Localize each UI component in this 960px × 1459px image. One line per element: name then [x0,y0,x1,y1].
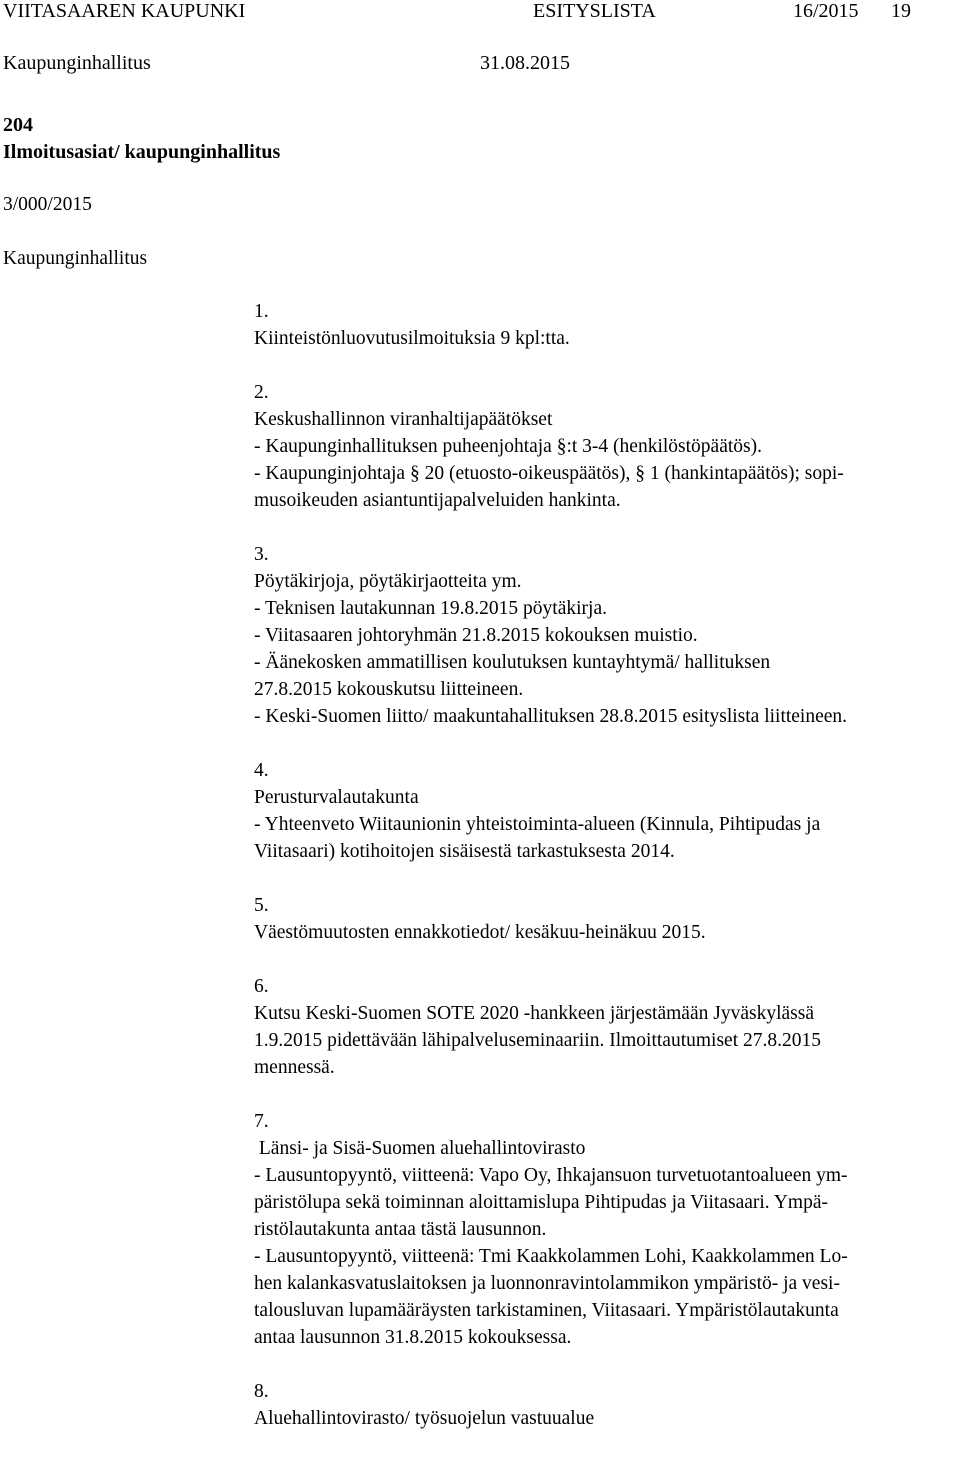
item-line: Kutsu Keski-Suomen SOTE 2020 -hankkeen järjestämään Jyväskylässä [254,1003,814,1024]
item-line: Perusturvalautakunta [254,787,419,808]
item-line: Länsi- ja Sisä-Suomen aluehallintovirasto [254,1138,586,1159]
item-number: 5. [254,895,269,916]
item-line: - Kaupunginjohtaja § 20 (etuosto-oikeuspäätös), § 1 (hankintapäätös); sopi- [254,463,844,484]
item-line: Aluehallintovirasto/ työsuojelun vastuualue [254,1408,595,1429]
list-item [254,892,954,946]
item-line: - Lausuntopyyntö, viitteenä: Vapo Oy, Ihkajansuon turvetuotantoalueen ym- [254,1165,848,1186]
item-line: Pöytäkirjoja, pöytäkirjaotteita ym. [254,571,522,592]
item-line: - Lausuntopyyntö, viitteenä: Tmi Kaakkolammen Lohi, Kaakkolammen Lo- [254,1246,848,1267]
page-number: 19 [891,0,911,22]
item-line: ristölautakunta antaa tästä lausunnon. [254,1219,547,1240]
item-line: - Yhteenveto Wiitaunionin yhteistoiminta-alueen (Kinnula, Pihtipudas ja [254,814,821,835]
meeting-number: 16/2015 [793,0,859,22]
list-item [254,1378,954,1432]
meeting-body: Kaupunginhallitus [3,52,151,74]
item-number: 2. [254,382,269,403]
item-number: 6. [254,976,269,997]
item-line: - Viitasaaren johtoryhmän 21.8.2015 kokouksen muistio. [254,625,698,646]
item-number: 8. [254,1381,269,1402]
document-type: ESITYSLISTA [533,0,656,22]
meeting-date: 31.08.2015 [480,52,570,74]
item-number: 4. [254,760,269,781]
item-line: antaa lausunnon 31.8.2015 kokouksessa. [254,1327,572,1348]
item-line: Keskushallinnon viranhaltijapäätökset [254,409,553,430]
item-line: Viitasaari) kotihoitojen sisäisestä tarkastuksesta 2014. [254,841,675,862]
item-line: mennessä. [254,1057,335,1078]
list-item [254,973,954,1081]
list-item [254,379,954,514]
item-line: 1.9.2015 pidettävään lähipalveluseminaariin. Ilmoittautumiset 27.8.2015 [254,1030,822,1051]
item-line: musoikeuden asiantuntijapalveluiden hankinta. [254,490,621,511]
list-item [254,757,954,865]
item-number: 7. [254,1111,269,1132]
item-number: 1. [254,301,269,322]
items-list [254,298,954,1459]
item-line: hen kalankasvatuslaitoksen ja luonnonravintolammikon ympäristö- ja vesi- [254,1273,840,1294]
list-item [254,1108,954,1351]
item-line: talousluvan lupamääräysten tarkistaminen, Viitasaari. Ympäristölautakunta [254,1300,839,1321]
list-item [254,298,954,352]
record-number: 3/000/2015 [3,194,92,215]
item-line: päristölupa sekä toiminnan aloittamislupa Pihtipudas ja Viitasaari. Ympä- [254,1192,828,1213]
item-line: - Keski-Suomen liitto/ maakuntahallituksen 28.8.2015 esityslista liitteineen. [254,706,848,727]
item-line: Väestömuutosten ennakkotiedot/ kesäkuu-heinäkuu 2015. [254,922,706,943]
item-line: 27.8.2015 kokouskutsu liitteineen. [254,679,524,700]
item-line: - Äänekosken ammatillisen koulutuksen kuntayhtymä/ hallituksen [254,652,771,673]
section-title: Ilmoitusasiat/ kaupunginhallitus [3,141,281,163]
list-item [254,541,954,730]
organization-name: VIITASAAREN KAUPUNKI [3,0,246,22]
item-number: 3. [254,544,269,565]
section-number: 204 [3,114,33,136]
item-line: Kiinteistönluovutusilmoituksia 9 kpl:tta. [254,328,570,349]
item-line: - Teknisen lautakunnan 19.8.2015 pöytäkirja. [254,598,607,619]
item-line: - Kaupunginhallituksen puheenjohtaja §:t 3-4 (henkilöstöpäätös). [254,436,762,457]
handler: Kaupunginhallitus [3,248,148,269]
